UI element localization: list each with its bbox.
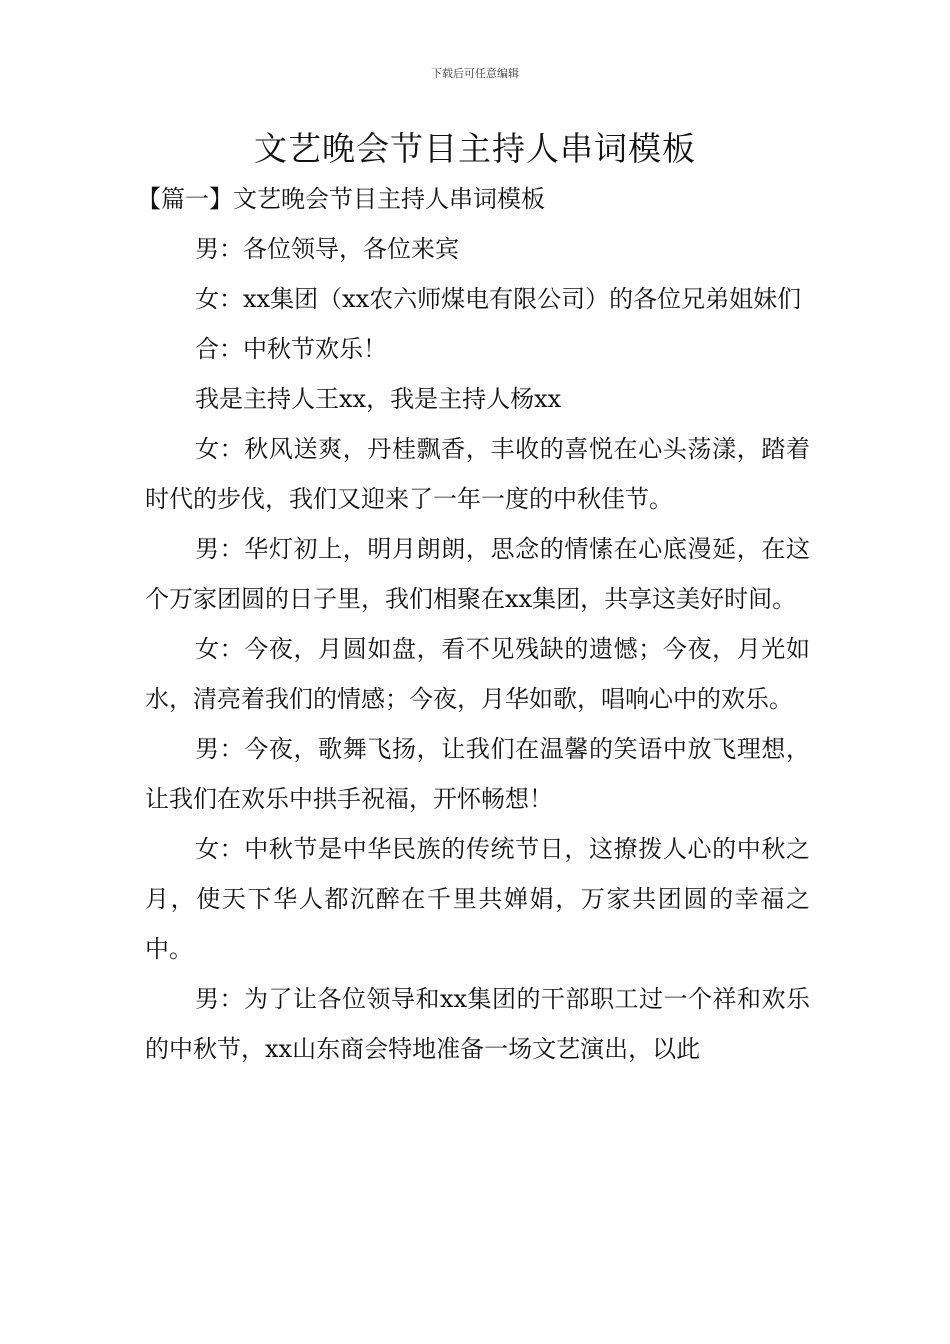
section-heading: 【篇一】文艺晚会节目主持人串词模板 <box>137 185 545 213</box>
paragraph: 女：今夜，月圆如盘，看不见残缺的遗憾；今夜，月光如水，清亮着我们的情感；今夜，月华如歌，唱响心中的欢乐。 <box>145 635 810 713</box>
paragraph: 女：xx集团（xx农六师煤电有限公司）的各位兄弟姐妹们 <box>195 285 802 313</box>
document-body <box>137 174 810 1074</box>
paragraph: 女：中秋节是中华民族的传统节日，这撩拨人心的中秋之月，使天下华人都沉醉在千里共婵娟，万家共团圆的幸福之中。 <box>145 835 810 963</box>
page-header-note: 下载后可任意编辑 <box>431 67 519 80</box>
paragraph: 我是主持人王xx，我是主持人杨xx <box>195 385 562 413</box>
paragraph: 男：今夜，歌舞飞扬，让我们在温馨的笑语中放飞理想，让我们在欢乐中拱手祝福，开怀畅想！ <box>145 735 810 813</box>
paragraph: 男：华灯初上，明月朗朗，思念的情愫在心底漫延，在这个万家团圆的日子里，我们相聚在xx集团，共享这美好时间。 <box>145 535 810 613</box>
paragraph: 合：中秋节欢乐！ <box>195 335 387 363</box>
paragraph: 男：各位领导，各位来宾 <box>195 235 459 263</box>
paragraph: 女：秋风送爽，丹桂飘香，丰收的喜悦在心头荡漾，踏着时代的步伐，我们又迎来了一年一度的中秋佳节。 <box>145 435 810 513</box>
document-title: 文艺晚会节目主持人串词模板 <box>254 129 696 168</box>
paragraph: 男：为了让各位领导和xx集团的干部职工过一个祥和欢乐的中秋节，xx山东商会特地准备一场文艺演出，以此 <box>145 985 810 1063</box>
